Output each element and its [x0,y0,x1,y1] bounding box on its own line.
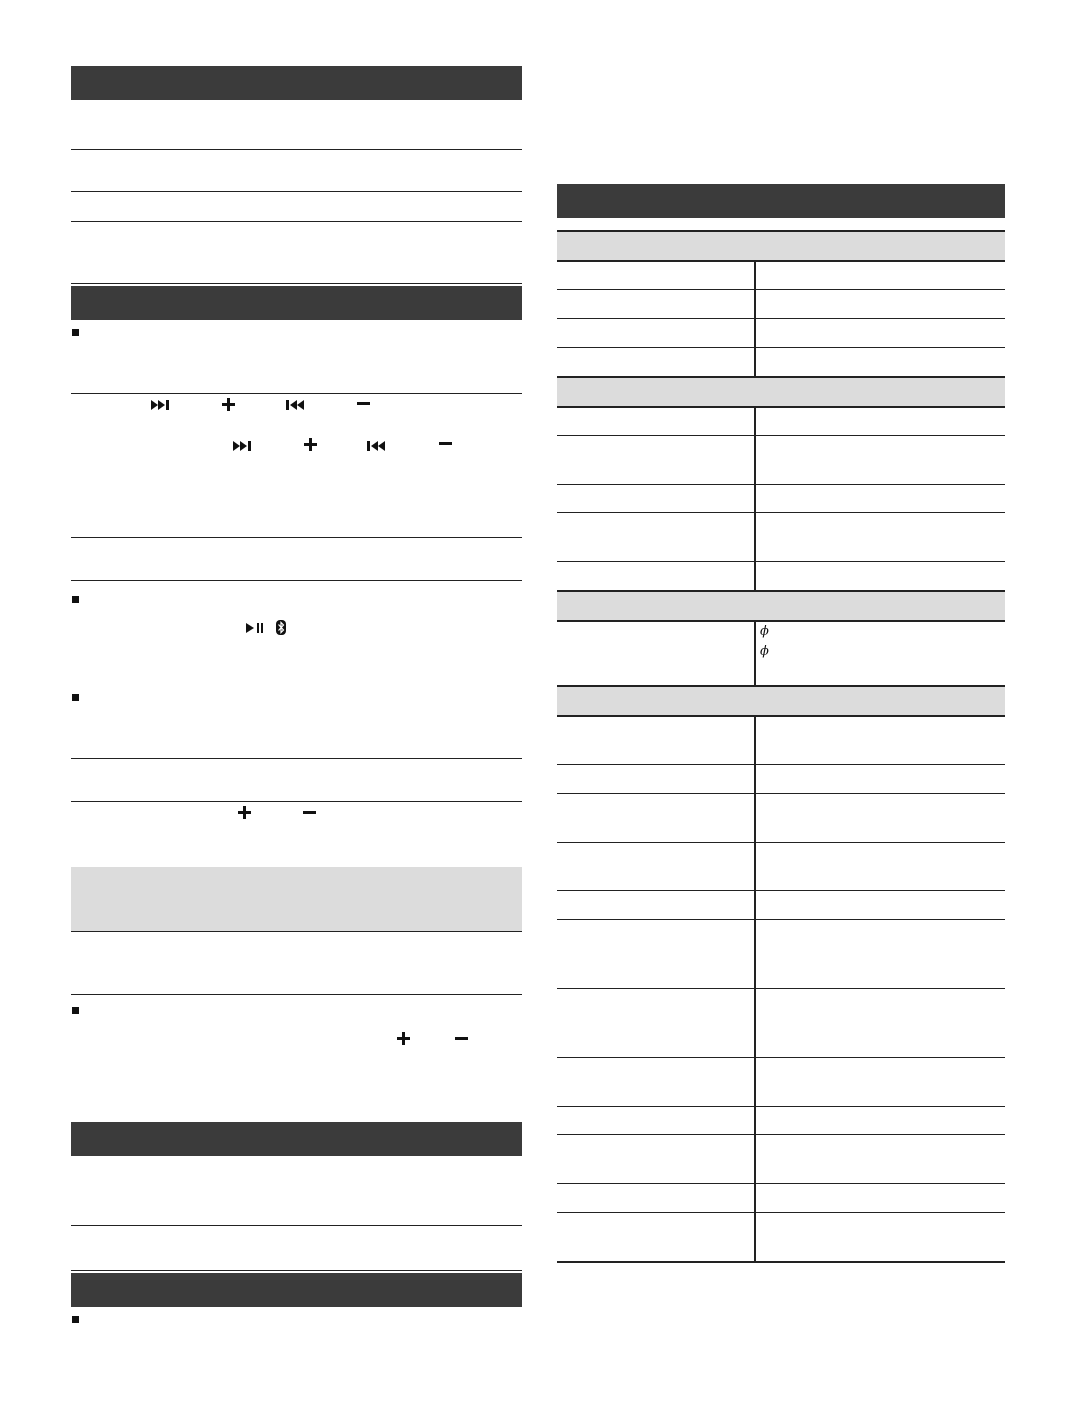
table-column-divider [754,717,756,1261]
table-rule [557,793,1005,794]
table-rule [557,260,1005,262]
square-bullet-icon [72,329,79,336]
skip-next-icon [233,440,255,452]
left-section-header-4 [71,1273,522,1307]
left-section-header-2 [71,286,522,320]
spec-group-band [557,687,1005,715]
table-rule [557,1134,1005,1135]
table-rule [557,406,1005,408]
left-section-header-3 [71,1122,522,1156]
divider [71,221,522,222]
divider [71,283,522,284]
left-subsection-band [71,867,522,931]
skip-previous-icon [286,399,308,411]
square-bullet-icon [72,694,79,701]
divider [71,191,522,192]
table-rule [557,715,1005,717]
divider [71,801,522,802]
phi-symbol: ϕ [760,624,769,639]
table-rule [557,1106,1005,1107]
divider [71,537,522,538]
divider [71,931,522,932]
minus-icon [439,442,452,446]
table-rule [557,919,1005,920]
divider [71,758,522,759]
spec-group-band [557,232,1005,260]
table-rule [557,620,1005,622]
table-rule [557,318,1005,319]
divider [71,1225,522,1226]
table-column-divider [754,622,756,685]
table-rule [557,890,1005,891]
table-rule [557,1183,1005,1184]
square-bullet-icon [72,596,79,603]
specifications-header [557,184,1005,218]
table-rule [557,347,1005,348]
skip-next-icon [151,399,173,411]
minus-icon [455,1037,468,1041]
divider [71,580,522,581]
minus-icon [357,402,370,406]
minus-icon [303,811,316,815]
table-rule [557,484,1005,485]
left-section-header-1 [71,66,522,100]
divider [71,1270,522,1271]
table-rule [557,1057,1005,1058]
square-bullet-icon [72,1316,79,1323]
table-rule [557,435,1005,436]
table-rule [557,1261,1005,1263]
divider [71,149,522,150]
table-rule [557,1212,1005,1213]
table-rule [557,988,1005,989]
square-bullet-icon [72,1007,79,1014]
skip-previous-icon [367,440,389,452]
plus-icon [304,438,317,451]
table-rule [557,512,1005,513]
plus-icon [238,806,251,819]
table-rule [557,289,1005,290]
table-rule [557,842,1005,843]
plus-icon [222,398,235,411]
bluetooth-icon [276,620,286,635]
spec-group-band [557,378,1005,406]
plus-icon [397,1032,410,1045]
divider [71,994,522,995]
table-rule [557,764,1005,765]
table-column-divider [754,262,756,376]
table-rule [557,561,1005,562]
phi-symbol: ϕ [760,644,769,659]
spec-group-band [557,592,1005,620]
table-column-divider [754,408,756,590]
divider [71,393,522,394]
play-pause-icon [246,622,266,634]
